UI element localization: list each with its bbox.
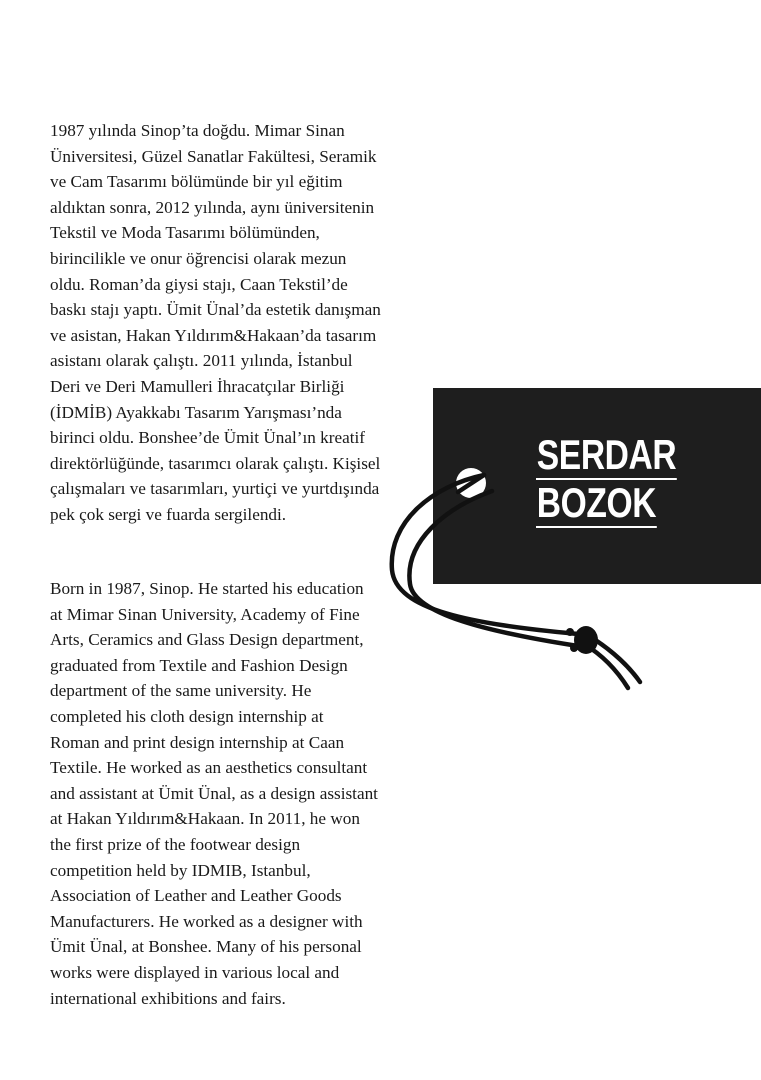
bio-line: birincilikle ve onur öğrencisi olarak mezun	[50, 248, 347, 268]
bio-line: birinci oldu. Bonshee’de Ümit Ünal’ın kreatif	[50, 428, 366, 448]
bio-line: Üniversitesi, Güzel Sanatlar Fakültesi, Seramik	[50, 146, 377, 166]
bio-line: Textile. He worked as an aesthetics consultant	[50, 758, 368, 778]
bio-line: international exhibitions and fairs.	[50, 988, 286, 1008]
bio-line: completed his cloth design internship at	[50, 706, 324, 726]
first-name: SERDAR	[536, 431, 677, 478]
tag-name-text	[536, 431, 677, 528]
biography-turkish	[50, 118, 410, 528]
bio-line: (İDMİB) Ayakkabı Tasarım Yarışması’nda	[50, 402, 342, 422]
bio-line: Association of Leather and Leather Goods	[50, 886, 342, 906]
tag-hole	[456, 468, 486, 498]
bio-line: ve Cam Tasarımı bölümünde bir yıl eğitim	[50, 172, 343, 192]
bio-line: Ümit Ünal, at Bonshee. Many of his personal	[50, 937, 362, 957]
bio-line: competition held by IDMIB, Istanbul,	[50, 860, 311, 880]
bio-line: oldu. Roman’da giysi stajı, Caan Tekstil’de	[50, 274, 348, 294]
bio-line: direktörlüğünde, tasarımcı olarak çalıştı. Kişisel	[50, 453, 381, 473]
bio-line: 1987 yılında Sinop’ta doğdu. Mimar Sinan	[50, 121, 345, 140]
bio-line: aldıktan sonra, 2012 yılında, aynı üniversitenin	[50, 197, 375, 217]
bio-line: at Mimar Sinan University, Academy of Fine	[50, 604, 360, 624]
bio-line: Arts, Ceramics and Glass Design department,	[50, 630, 364, 650]
bio-line: Tekstil ve Moda Tasarımı bölümünden,	[50, 223, 320, 243]
bio-line: çalışmaları ve tasarımları, yurtiçi ve yurtdışında	[50, 479, 380, 499]
last-name: BOZOK	[536, 479, 657, 526]
bio-line: works were displayed in various local and	[50, 962, 340, 982]
bio-line: pek çok sergi ve fuarda sergilendi.	[50, 504, 287, 524]
bio-line: Roman and print design internship at Caan	[50, 732, 345, 752]
bio-line: graduated from Textile and Fashion Design	[50, 655, 348, 675]
bio-line: at Hakan Yıldırım&Hakaan. In 2011, he won	[50, 809, 360, 829]
bio-line: baskı stajı yaptı. Ümit Ünal’da estetik danışman	[50, 300, 381, 320]
bio-line: Deri ve Deri Mamulleri İhracatçılar Birliği	[50, 376, 345, 396]
biography-english	[50, 576, 410, 1011]
bio-line: asistanı olarak çalıştı. 2011 yılında, İstanbul	[50, 351, 353, 371]
bio-line: Manufacturers. He worked as a designer with	[50, 911, 363, 931]
bio-line: Born in 1987, Sinop. He started his education	[50, 579, 364, 598]
bio-line: ve asistan, Hakan Yıldırım&Hakaan’da tasarım	[50, 325, 377, 345]
bio-line: the first prize of the footwear design	[50, 834, 301, 854]
bio-line: department of the same university. He	[50, 681, 312, 701]
bio-line: and assistant at Ümit Ünal, as a design assistant	[50, 783, 378, 803]
